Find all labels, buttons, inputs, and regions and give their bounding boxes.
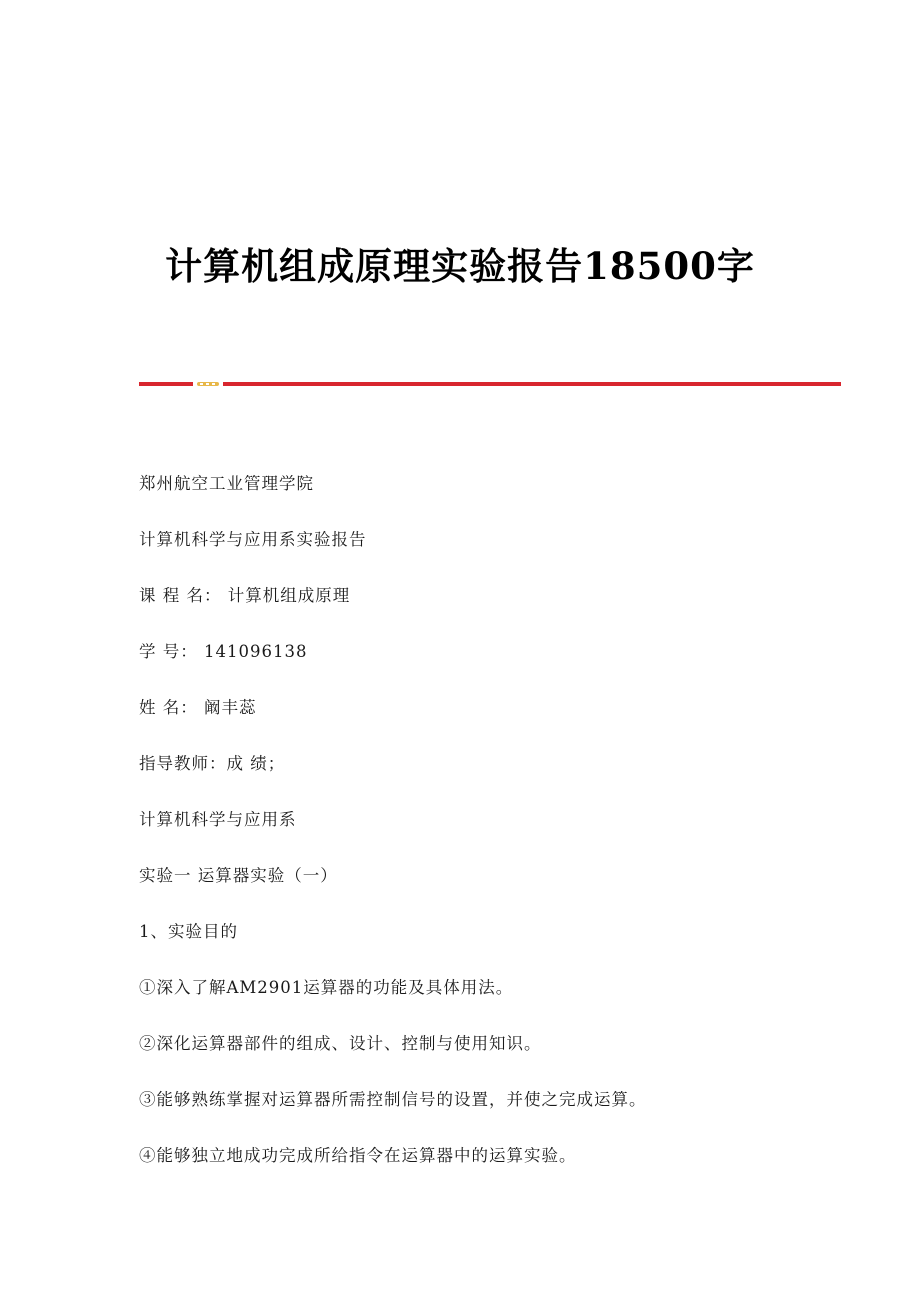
body-line-objective-4: ④能够独立地成功完成所给指令在运算器中的运算实验。	[139, 1146, 577, 1165]
body-line-department-report: 计算机科学与应用系实验报告	[139, 530, 367, 549]
divider-ornament-icon	[197, 381, 219, 387]
document-body	[139, 470, 859, 1198]
body-line-objective-3: ③能够熟练掌握对运算器所需控制信号的设置，并使之完成运算。	[139, 1090, 647, 1109]
title-divider	[139, 379, 841, 389]
body-line-student-id: 学 号： 141096138	[139, 642, 308, 661]
body-line-advisor-grade: 指导教师：成 绩；	[139, 754, 286, 773]
divider-bar-left	[139, 382, 193, 386]
divider-bar-right	[223, 382, 841, 386]
body-line-school: 郑州航空工业管理学院	[139, 474, 314, 493]
body-line-student-name: 姓 名： 阚丰蕊	[139, 698, 257, 717]
body-line-section-heading: 1、实验目的	[139, 922, 238, 941]
body-line-department: 计算机科学与应用系	[139, 810, 297, 829]
document-title: 计算机组成原理实验报告18500字	[165, 243, 755, 288]
body-line-objective-1: ①深入了解AM2901运算器的功能及具体用法。	[139, 978, 514, 997]
body-line-objective-2: ②深化运算器部件的组成、设计、控制与使用知识。	[139, 1034, 542, 1053]
body-line-experiment-title: 实验一 运算器实验（一）	[139, 866, 338, 885]
body-line-course-name: 课 程 名： 计算机组成原理	[139, 586, 351, 605]
